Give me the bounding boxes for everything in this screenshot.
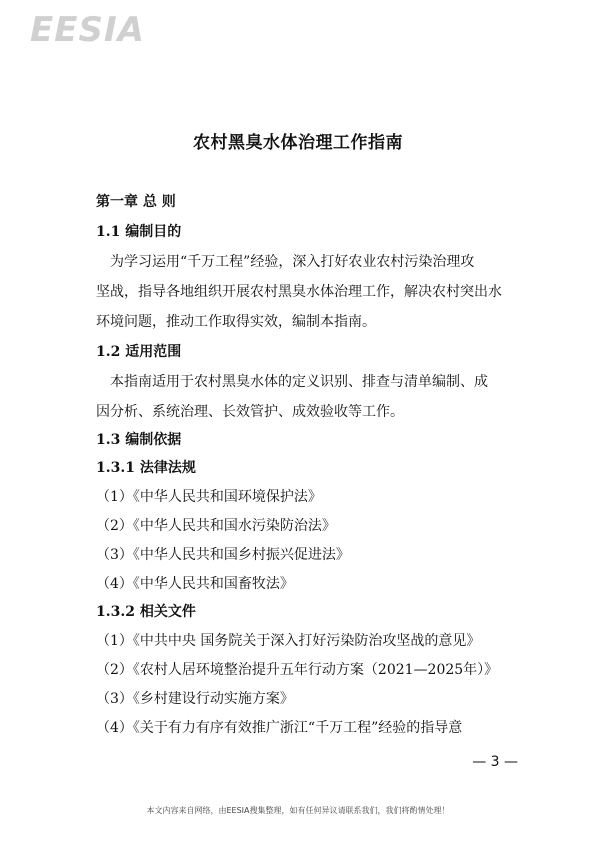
section-1-1-heading: 1.1 编制目的 [96, 224, 182, 240]
chapter-heading: 第一章 总 则 [96, 194, 176, 210]
paragraph-1-line-1: 为学习运用“千万工程”经验，深入打好农业农村污染治理攻 [110, 254, 475, 270]
eesia-logo: EESIA [30, 10, 145, 50]
section-1-3-heading: 1.3 编制依据 [96, 432, 182, 448]
law-item: （3）《中华人民共和国乡村振兴促进法》 [96, 547, 350, 563]
page-number: — 3 — [472, 754, 518, 770]
document-title: 农村黑臭水体治理工作指南 [193, 133, 403, 153]
section-1-2-heading: 1.2 适用范围 [96, 344, 182, 360]
document-item: （1）《中共中央 国务院关于深入打好污染防治攻坚战的意见》 [96, 633, 481, 649]
paragraph-2-line-1: 本指南适用于农村黑臭水体的定义识别、排查与清单编制、成 [110, 374, 488, 390]
section-1-3-1-heading: 1.3.1 法律法规 [96, 460, 196, 476]
law-item: （2）《中华人民共和国水污染防治法》 [96, 518, 336, 534]
document-item: （3）《乡村建设行动实施方案》 [96, 691, 294, 707]
paragraph-1-line-2: 坚战，指导各地组织开展农村黑臭水体治理工作，解决农村突出水 [96, 284, 502, 300]
document-item: （4）《关于有力有序有效推广浙江“千万工程”经验的指导意 [96, 720, 463, 736]
document-item: （2）《农村人居环境整治提升五年行动方案（2021—2025年）》 [96, 662, 499, 678]
paragraph-1-line-3: 环境问题，推动工作取得实效，编制本指南。 [96, 314, 376, 330]
footer-notice: 本文内容来自网络，由EESIA搜集整理，如有任何异议请联系我们，我们将酌情处理！ [146, 806, 450, 815]
law-item: （4）《中华人民共和国畜牧法》 [96, 576, 294, 592]
section-1-3-2-heading: 1.3.2 相关文件 [96, 604, 196, 620]
law-item: （1）《中华人民共和国环境保护法》 [96, 489, 322, 505]
paragraph-2-line-2: 因分析、系统治理、长效管护、成效验收等工作。 [96, 404, 404, 420]
